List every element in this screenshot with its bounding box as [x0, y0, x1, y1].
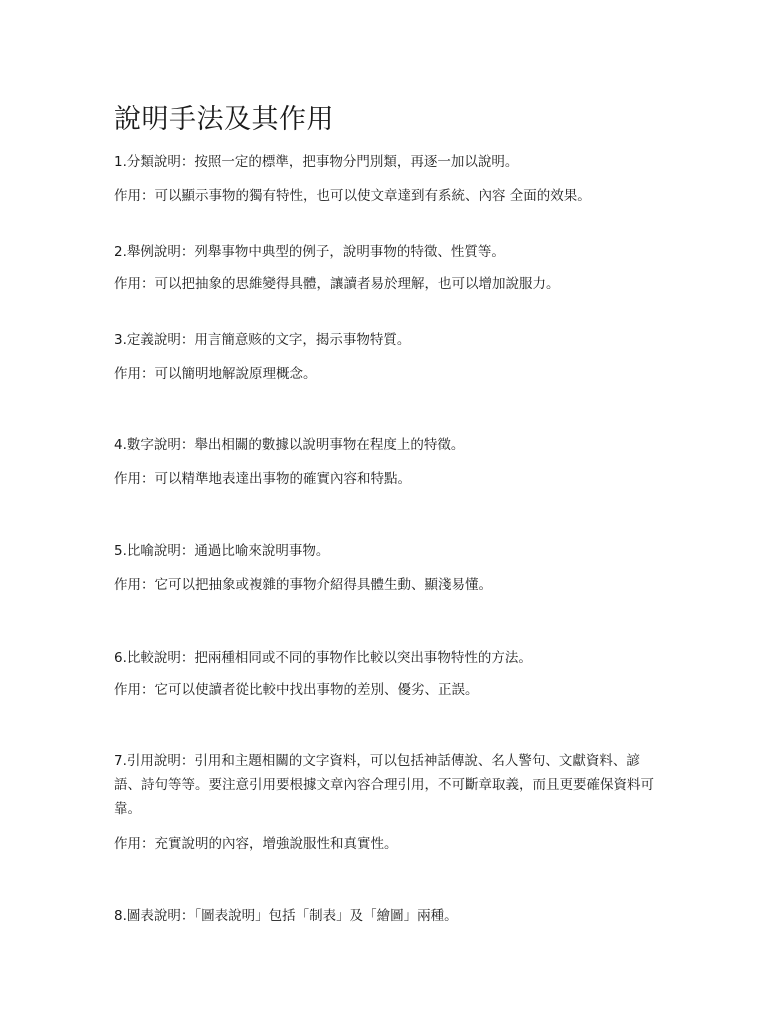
section-1-heading: 1.分類說明：按照一定的標準，把事物分門別類，再逐一加以說明。	[114, 154, 519, 170]
section-3-effect: 作用：可以簡明地解說原理概念。	[114, 366, 317, 382]
section-7-heading: 7.引用說明：引用和主題相關的文字資料，可以包括神話傳說、名人警句、文獻資料、諺語、詩句等等。要注意引用要根據文章內容合理引用，不可斷章取義，而且更要確保資料可靠。	[114, 753, 654, 817]
section-2-effect: 作用：可以把抽象的思維變得具體，讓讀者易於理解，也可以增加說服力。	[114, 276, 560, 292]
section-6-effect: 作用：它可以使讀者從比較中找出事物的差別、優劣、正誤。	[114, 682, 479, 698]
section-2-heading: 2.舉例說明：列舉事物中典型的例子，說明事物的特徵、性質等。	[114, 244, 505, 260]
section-8-heading: 8.圖表說明：「圖表說明」包括「制表」及「繪圖」兩種。	[114, 908, 458, 924]
section-4-heading: 4.數字說明：舉出相關的數據以說明事物在程度上的特徵。	[114, 437, 465, 453]
section-5-heading: 5.比喻說明：通過比喻來說明事物。	[114, 543, 330, 559]
section-4-effect: 作用：可以精準地表達出事物的確實內容和特點。	[114, 471, 411, 487]
section-5-effect: 作用：它可以把抽象或複雜的事物介紹得具體生動、顯淺易懂。	[114, 577, 492, 593]
section-7-effect: 作用：充實說明的內容，增強說服性和真實性。	[114, 836, 398, 852]
section-6-heading: 6.比較說明：把兩種相同或不同的事物作比較以突出事物特性的方法。	[114, 650, 532, 666]
section-1-effect: 作用：可以顯示事物的獨有特性，也可以使文章達到有系統、內容 全面的效果。	[114, 188, 591, 204]
section-3-heading: 3.定義說明：用言簡意赅的文字，揭示事物特質。	[114, 332, 411, 348]
page-title: 說明手法及其作用	[114, 104, 334, 135]
